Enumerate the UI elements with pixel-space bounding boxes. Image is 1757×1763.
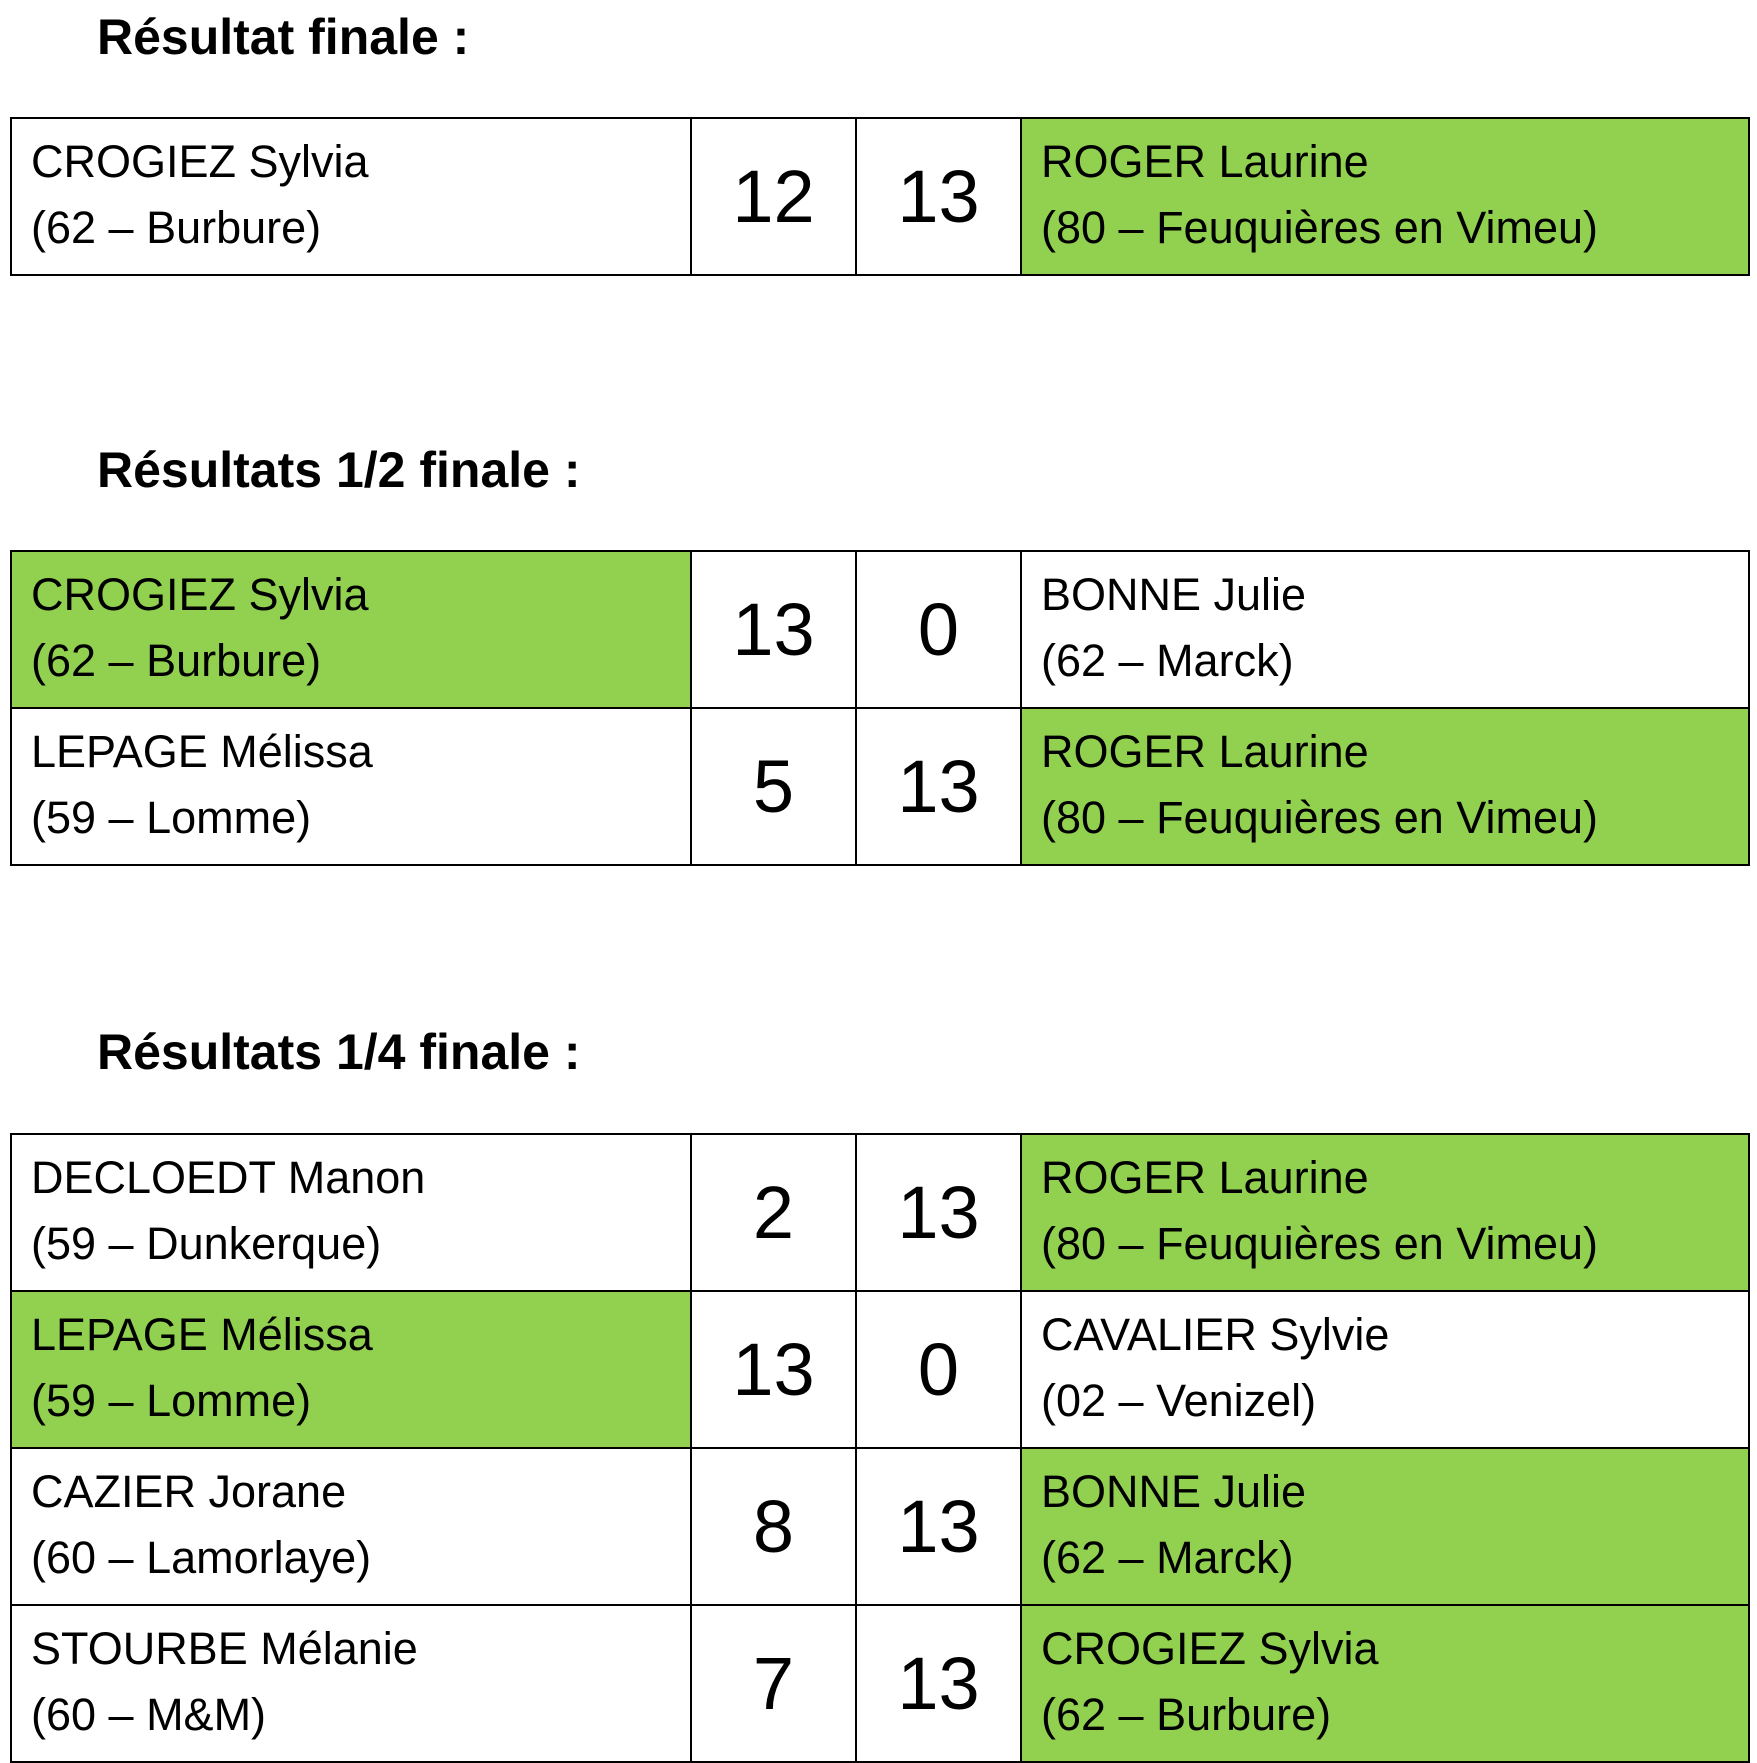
match-row — [11, 1448, 1749, 1605]
player-name: BONNE Julie — [1041, 1466, 1307, 1517]
match-row — [11, 1291, 1749, 1448]
right-score: 0 — [856, 551, 1021, 708]
player-club: (02 – Venizel) — [1041, 1375, 1317, 1426]
player-name: DECLOEDT Manon — [31, 1152, 426, 1203]
player-name: CROGIEZ Sylvia — [31, 569, 369, 620]
player-club: (80 – Feuquières en Vimeu) — [1041, 202, 1598, 253]
right-player-cell-winner — [1021, 1605, 1749, 1762]
player-club: (62 – Marck) — [1041, 635, 1294, 686]
player-name: CAZIER Jorane — [31, 1466, 347, 1517]
player-name: ROGER Laurine — [1041, 136, 1369, 187]
right-score: 13 — [856, 708, 1021, 865]
player-club: (60 – M&M) — [31, 1689, 267, 1740]
player-club: (62 – Marck) — [1041, 1532, 1294, 1583]
player-club: (80 – Feuquières en Vimeu) — [1041, 1218, 1598, 1269]
final-results-table — [10, 117, 1750, 276]
left-player-cell — [11, 1134, 691, 1291]
right-player-cell-winner — [1021, 708, 1749, 865]
right-score: 13 — [856, 1605, 1021, 1762]
right-score: 13 — [856, 118, 1021, 275]
player-club: (80 – Feuquières en Vimeu) — [1041, 792, 1598, 843]
left-player-cell-winner — [11, 551, 691, 708]
left-player-cell — [11, 1448, 691, 1605]
left-player-cell — [11, 1605, 691, 1762]
final-section-title: Résultat finale : — [97, 9, 470, 65]
semifinal-results-table — [10, 550, 1750, 866]
left-player-cell — [11, 708, 691, 865]
match-row — [11, 551, 1749, 708]
player-club: (60 – Lamorlaye) — [31, 1532, 372, 1583]
right-player-cell-winner — [1021, 1134, 1749, 1291]
quarterfinal-section-title: Résultats 1/4 finale : — [97, 1024, 581, 1080]
player-name: CROGIEZ Sylvia — [1041, 1623, 1379, 1674]
player-club: (59 – Dunkerque) — [31, 1218, 382, 1269]
player-name: LEPAGE Mélissa — [31, 726, 373, 777]
player-name: STOURBE Mélanie — [31, 1623, 418, 1674]
match-row — [11, 1605, 1749, 1762]
right-player-cell — [1021, 1291, 1749, 1448]
player-club: (62 – Burbure) — [1041, 1689, 1332, 1740]
left-score: 13 — [691, 551, 856, 708]
player-name: CAVALIER Sylvie — [1041, 1309, 1390, 1360]
right-player-cell-winner — [1021, 1448, 1749, 1605]
player-name: ROGER Laurine — [1041, 726, 1369, 777]
left-score: 12 — [691, 118, 856, 275]
match-row — [11, 1134, 1749, 1291]
player-name: LEPAGE Mélissa — [31, 1309, 373, 1360]
left-score: 8 — [691, 1448, 856, 1605]
left-score: 2 — [691, 1134, 856, 1291]
right-score: 13 — [856, 1448, 1021, 1605]
match-row — [11, 118, 1749, 275]
right-player-cell — [1021, 551, 1749, 708]
match-row — [11, 708, 1749, 865]
right-score: 0 — [856, 1291, 1021, 1448]
player-name: BONNE Julie — [1041, 569, 1307, 620]
quarterfinal-results-table — [10, 1133, 1750, 1763]
player-club: (59 – Lomme) — [31, 1375, 312, 1426]
right-score: 13 — [856, 1134, 1021, 1291]
left-score: 5 — [691, 708, 856, 865]
left-score: 13 — [691, 1291, 856, 1448]
left-score: 7 — [691, 1605, 856, 1762]
right-player-cell-winner — [1021, 118, 1749, 275]
player-club: (59 – Lomme) — [31, 792, 312, 843]
player-name: ROGER Laurine — [1041, 1152, 1369, 1203]
player-club: (62 – Burbure) — [31, 202, 322, 253]
player-name: CROGIEZ Sylvia — [31, 136, 369, 187]
left-player-cell-winner — [11, 1291, 691, 1448]
left-player-cell — [11, 118, 691, 275]
semifinal-section-title: Résultats 1/2 finale : — [97, 442, 581, 498]
player-club: (62 – Burbure) — [31, 635, 322, 686]
